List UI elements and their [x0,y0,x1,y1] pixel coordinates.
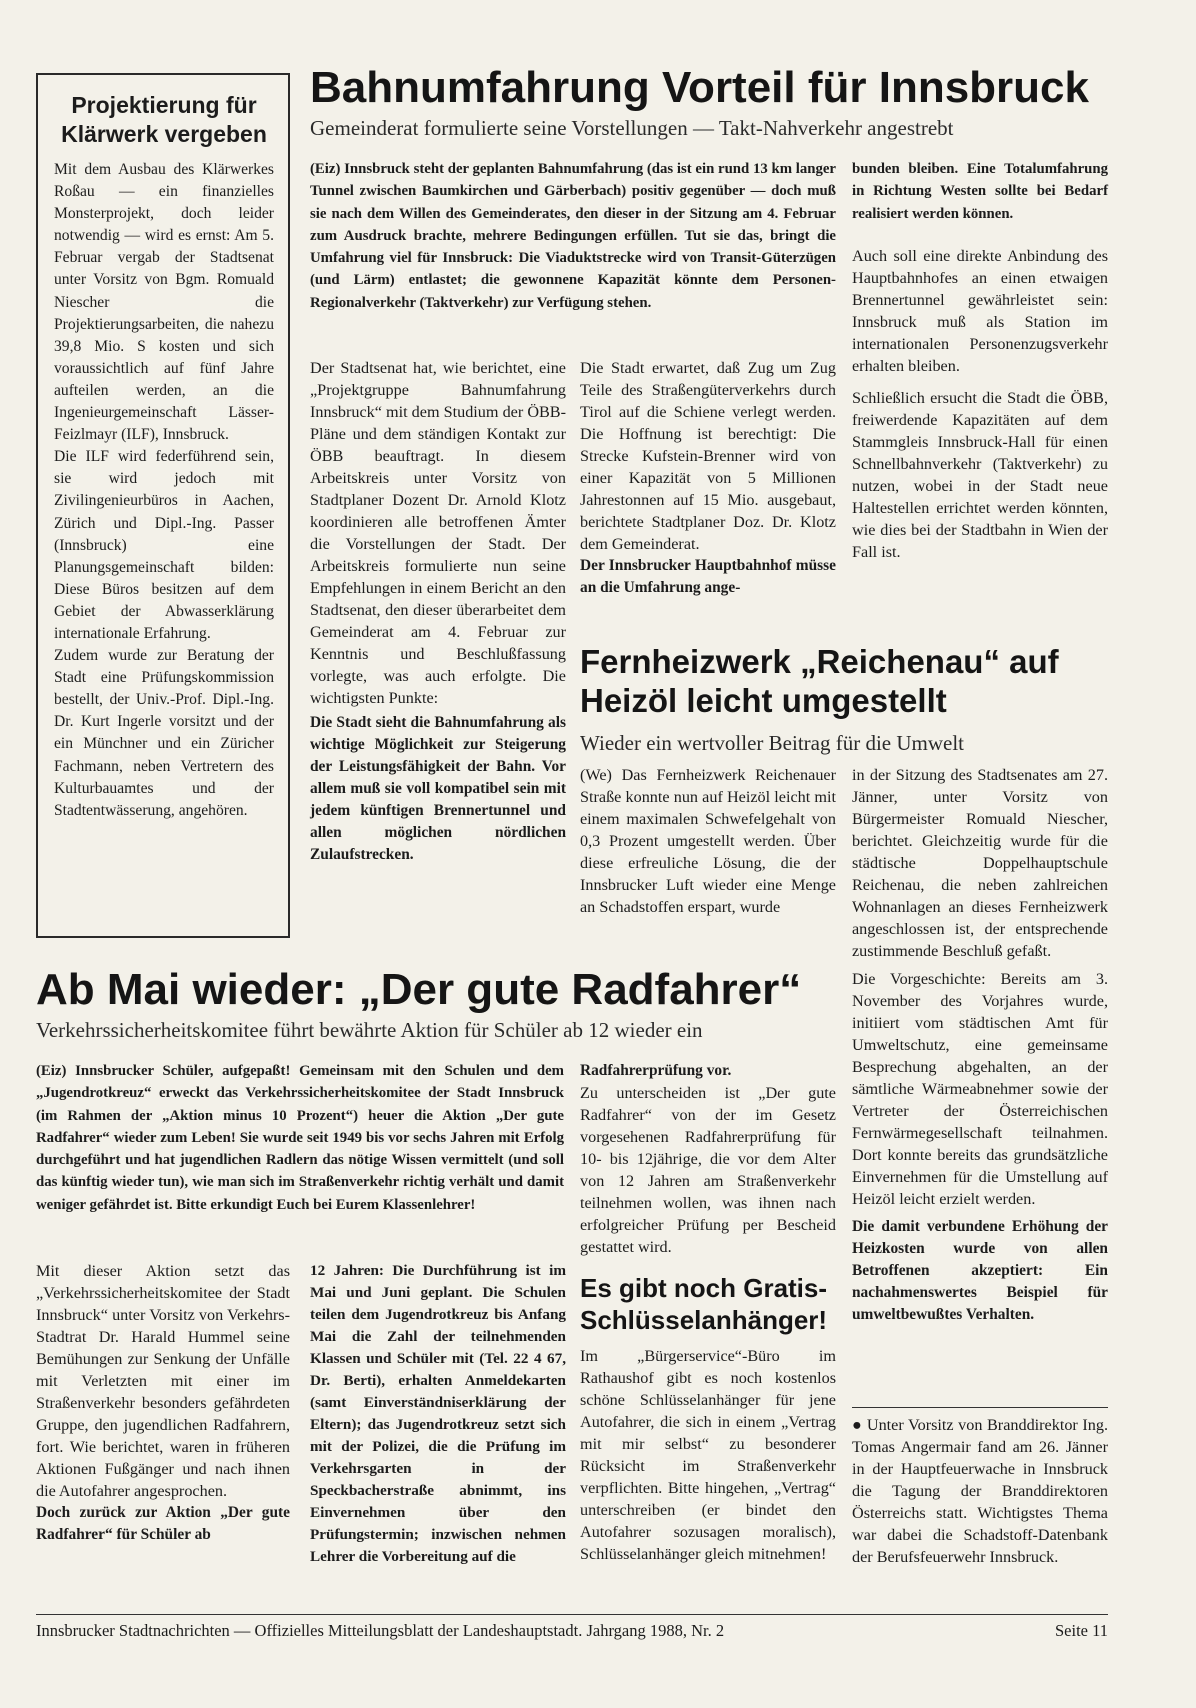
sidebar-paragraph: Mit dem Ausbau des Klärwerkes Roßau — ein finanzielles Monsterprojekt, doch leider notwendig — wird es ernst: Am 5. Februar vergab der Stadtsenat unter Vorsitz von Bgm. Romuald Niescher die Projektierungsarbeiten, die nahezu 39,8 Mio. S kosten und sich voraussichtlich auf fünf Jahre aufteilen werden, an die Ingenieurgemeinschaft Lässer-Feizlmayr (ILF), Innsbruck. [54,161,274,444]
article-lead: (Eiz) Innsbruck steht der geplanten Bahnumfahrung (das ist ein rund 13 km langer Tunnel zwischen Baumkirchen und Gärberbach) positiv gegenüber — doch muß sie nach dem Willen des Gemeinderates, den dieser in der Sitzung am 4. Februar zum Ausdruck brachte, mehrere Bedingungen erfüllen. Tut sie das, bringt die Umfahrung viel für Innsbruck: Die Viaduktstrecke wird von Transit-Güterzügen (und Lärm) entlastet; die gewonnene Kapazität könnte dem Personen-Regionalverkehr (Taktverkehr) zur Verfügung stehen. [310,161,836,311]
article-subtitle: Wieder ein wertvoller Beitrag für die Umwelt [580,731,965,755]
article-title: Bahnumfahrung Vorteil für Innsbruck [310,63,1090,112]
article-paragraph: Schließlich ersucht die Stadt die ÖBB, freiwerdende Kapazitäten auf dem Stammgleis Innsbruck-Hall für einen Schnellbahnverkehr (Taktverkehr) zu nutzen, wobei in der Stadt neue Haltestellen errichtet werden könnten, wie dies bei der Stadtbahn in Wien der Fall ist. [852,388,1108,561]
divider [852,1407,1108,1408]
news-brief [852,1414,1108,1568]
article-paragraph: (We) Das Fernheizwerk Reichenauer Straße konnte nun auf Heizöl leicht mit einem maximalen Schwefelgehalt von 0,3 Prozent umgestellt werden. Über diese erfreuliche Lösung, die der Innsbrucker Luft wieder eine Menge an Schadstoffen erspart, wurde [580,766,836,916]
article-title-line: Schlüsselanhänger! [580,1305,828,1335]
article-column [310,357,566,866]
article-title [580,642,1059,720]
page-number: Seite 11 [1054,1621,1108,1640]
article-column [36,1260,290,1546]
article-title [580,1272,827,1336]
article-column [852,764,1108,1326]
article-column [852,158,1108,563]
footer-rule [36,1614,1108,1615]
article-paragraph: Der Stadtsenat hat, wie berichtet, eine „Projektgruppe Bahnumfahrung Innsbruck“ mit dem Studium der ÖBB-Pläne und dem ständigen Kontakt zur ÖBB beauftragt. In diesem Arbeitskreis unter Vorsitz von Stadtplaner Dozent Dr. Arnold Klotz koordinieren alle betroffenen Ämter die Vorstellungen der Stadt. Der Arbeitskreis formulierte nun seine Empfehlungen in einem Bericht an den Stadtsenat, den dieser überarbeitet dem Gemeinderat am 4. Februar zur Kenntnis und Beschlußfassung vorlegte, was auch erfolgte. Die wichtigsten Punkte: [310,359,566,707]
article-paragraph: Zu unterscheiden ist „Der gute Radfahrer“ von der im Gesetz vorgesehenen Radfahrerprüfung für 10- bis 12jährige, die vor dem Alter von 12 Jahren am Straßenverkehr teilnehmen wollen, was ihnen nach erfolgreicher Prüfung per Bescheid gestattet wird. [580,1084,836,1256]
article-bold-paragraph: Doch zurück zur Aktion „Der gute Radfahrer“ für Schüler ab [36,1504,290,1543]
article-bold-paragraph: Die Stadt sieht die Bahnumfahrung als wichtige Möglichkeit zur Steigerung der Leistungsfähigkeit der Bahn. Vor allem muß sie voll kompatibel sein mit jedem künftigen Brennertunnel und allen möglichen nördlichen Zulaufstrecken. [310,714,566,863]
footer-text: Innsbrucker Stadtnachrichten — Offizielles Mitteilungsblatt der Landeshauptstadt. Jahrgang 1988, Nr. 2 [36,1621,725,1640]
article-paragraph: Mit dieser Aktion setzt das „Verkehrssicherheitskomitee der Stadt Innsbruck“ unter Vorsitz von Verkehrs-Stadtrat Dr. Harald Hummel seine Bemühungen zur Senkung der Unfälle mit Verletzten mit einer im Straßenverkehr besonders gefährdeten Gruppe, den jugendlichen Radfahrern, fort. Wie berichtet, waren in früheren Aktionen Fußgänger und nach ihnen die Autofahrer angesprochen. [36,1262,290,1500]
bullet-icon: ● [852,1416,863,1434]
article-bold-paragraph: 12 Jahren: Die Durchführung ist im Mai und Juni geplant. Die Schulen teilen dem Jugendrotkreuz bis Anfang Mai die Zahl der teilnehmenden Klassen und Schüler mit (Tel. 22 4 67, Dr. Berti), erhalten Anmeldekarten (samt Einverständniserklärung der Eltern); das Jugendrotkreuz setzt sich mit der Polizei, die die Prüfung im Verkehrsgarten in der Speckbacherstraße abnimmt, ins Einvernehmen über den Prüfungstermin; inzwischen nehmen Lehrer die Vorbereitung auf die [310,1262,566,1565]
sidebar-paragraph: Zudem wurde zur Beratung der Stadt eine Prüfungskommission bestellt, der Univ.-Prof. Dipl.-Ing. Dr. Kurt Ingerle vorsitzt und der ein Münchner und ein Züricher Fachmann, neben Vertretern des Kulturbauamtes und der Stadtentwässerung, angehören. [54,647,274,819]
article-bold-paragraph: bunden bleiben. Eine Totalumfahrung in Richtung Westen sollte bei Bedarf realisiert werden können. [852,161,1108,222]
article-title-line: Es gibt noch Gratis- [580,1273,828,1303]
article-paragraph: in der Sitzung des Stadtsenates am 27. Jänner, unter Vorsitz von Bürgermeister Romuald Niescher, berichtet. Gleichzeitig wurde für die städtische Doppelhauptschule Reichenau, die neben zahlreichen Wohnanlagen an dieses Fernheizwerk angeschlossen ist, der entsprechende zustimmende Beschluß gefaßt. [852,766,1108,960]
sidebar-title: Projektierung für Klärwerk vergeben [61,92,267,147]
article-subtitle: Gemeinderat formulierte seine Vorstellungen — Takt-Nahverkehr angestrebt [310,116,954,140]
sidebar-paragraph: Die ILF wird federführend sein, sie wird jedoch mit Zivilingenieurbüros in Aachen, Zürich und Dipl.-Ing. Passer (Innsbruck) eine Planungsgemeinschaft bilden: Diese Büros besitzen auf dem Gebiet der Abwasserklärung internationale Erfahrung. [54,448,274,642]
article-column [580,1060,836,1258]
article-title: Ab Mai wieder: „Der gute Radfahrer“ [36,965,802,1014]
sidebar-box [36,73,290,938]
article-paragraph: Im „Bürgerservice“-Büro im Rathaushof gibt es noch kostenlos schöne Schlüsselanhänger für jene Autofahrer, die sich in einem „Vertrag mit mir selbst“ zu besonderer Rücksicht im Straßenverkehr verpflichten. Bitte hingehen, „Vertrag“ unterschreiben (er bindet den Autofahrer sozusagen moralisch), Schlüsselanhänger gleich mitnehmen! [580,1347,836,1563]
article-lead: (Eiz) Innsbrucker Schüler, aufgepaßt! Gemeinsam mit den Schulen und dem „Jugendrotkreuz“ erweckt das Verkehrssicherheitskomitee der Stadt Innsbruck (im Rahmen der „Aktion minus 10 Prozent“) heuer die Aktion „Der gute Radfahrer“ wieder zum Leben! Sie wurde seit 1949 bis vor sechs Jahren mit Erfolg durchgeführt und hat jugendlichen Radlern das nötige Wissen vermittelt (und soll das künftig wieder tun), wie man sich im Straßenverkehr richtig verhält und damit weniger gefährdet ist. Bitte erkundigt Euch bei Eurem Klassenlehrer! [36,1063,564,1213]
article-bold-paragraph: Der Innsbrucker Hauptbahnhof müsse an die Umfahrung ange- [580,557,836,596]
article-bold-paragraph: Radfahrerprüfung vor. [580,1062,732,1079]
article-bold-paragraph: Die damit verbundene Erhöhung der Heizkosten wurde von allen Betroffenen akzeptiert: Ein nachahmenswertes Beispiel für umweltbewußtes Verhalten. [852,1218,1108,1323]
article-paragraph: Die Stadt erwartet, daß Zug um Zug Teile des Straßengüterverkehrs durch Tirol auf die Schiene verlegt werden. Die Hoffnung ist berechtigt: Die Strecke Kufstein-Brenner wird von einer Kapazität von 5 Millionen Jahrestonnen auf 15 Mio. ausgebaut, berichtete Stadtplaner Doz. Dr. Klotz dem Gemeinderat. [580,359,836,553]
article-subtitle: Verkehrssicherheitskomitee führt bewährte Aktion für Schüler ab 12 wieder ein [36,1018,703,1042]
article-paragraph: Auch soll eine direkte Anbindung des Hauptbahnhofes an einen etwaigen Brennertunnel gewährleistet sein: Innsbruck muß als Station im internationalen Personenzugsverkehr erhalten bleiben. [852,246,1108,375]
article-paragraph: Die Vorgeschichte: Bereits am 3. November des Vorjahres wurde, initiiert vom städtischen Amt für Umweltschutz, eine gemeinsame Besprechung abgehalten, an der sämtliche Wärmeabnehmer sowie der Vertreter der Österreichischen Fernwärmegesellschaft teilnahmen. Dort konnte bereits das grundsätzliche Einvernehmen für die Umstellung auf Heizöl leicht erzielt werden. [852,970,1108,1208]
news-brief-text: Unter Vorsitz von Branddirektor Ing. Tomas Angermair fand am 26. Jänner in der Hauptfeuerwache in Innsbruck die Tagung der Branddirektoren Österreichs statt. Wichtigstes Thema war dabei die Schadstoff-Datenbank der Berufsfeuerwehr Innsbruck. [852,1416,1109,1566]
article-title-line: Heizöl leicht umgestellt [580,682,947,719]
article-title-line: Fernheizwerk „Reichenau“ auf [580,643,1059,680]
article-column [580,357,836,599]
footer [36,1620,1108,1642]
